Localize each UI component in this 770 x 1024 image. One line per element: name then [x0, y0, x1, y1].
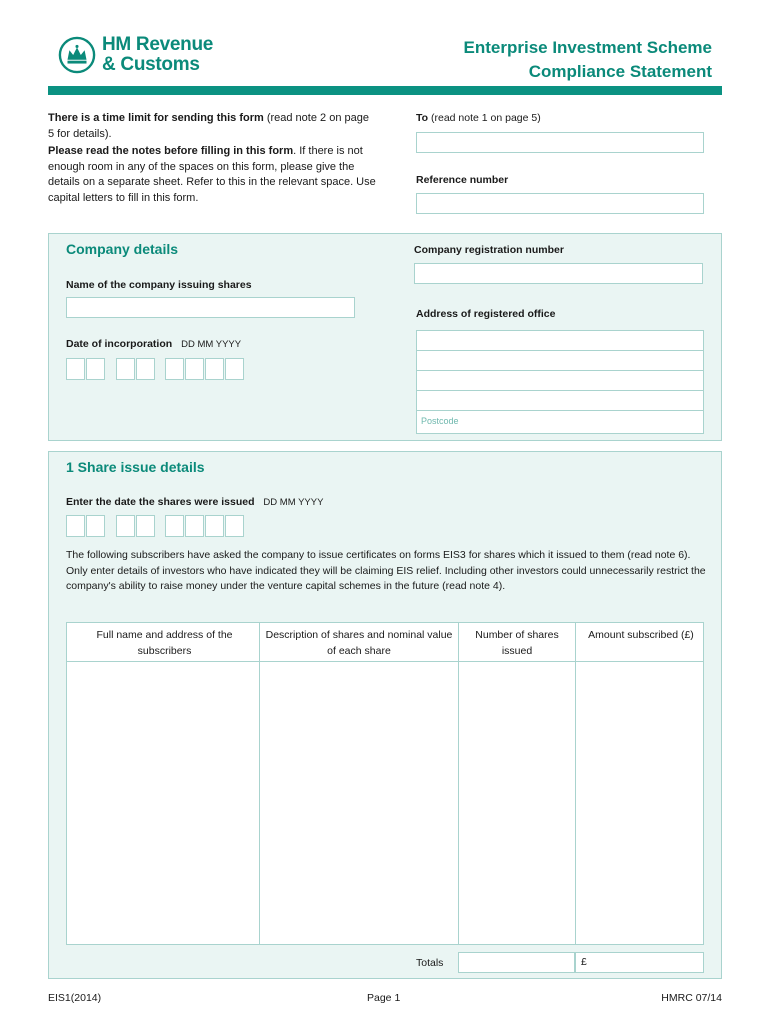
registered-address-label: Address of registered office: [416, 308, 556, 320]
title-line-2: Compliance Statement: [528, 62, 712, 81]
reference-label: Reference number: [416, 174, 509, 186]
logo-line-2: & Customs: [102, 54, 200, 75]
incorporation-date-hint: DD MM YYYY: [181, 339, 242, 350]
company-name-field[interactable]: [66, 297, 355, 318]
to-label-bold: To: [416, 112, 429, 124]
hmrc-logo: [58, 34, 238, 82]
date-year-2[interactable]: [185, 358, 204, 380]
column-header-description: Description of shares and nominal value of each share: [265, 629, 453, 657]
amount-cell[interactable]: [576, 662, 705, 944]
intro-paragraph-2: [48, 144, 378, 206]
reference-number-field[interactable]: [416, 193, 704, 214]
form-version: HMRC 07/14: [661, 992, 722, 1004]
intro-text: [48, 111, 378, 206]
intro-p1-bold: There is a time limit for sending this form: [48, 112, 264, 124]
date-year-1[interactable]: [165, 358, 184, 380]
page-title: [464, 36, 712, 84]
company-details-title: Company details: [66, 241, 179, 257]
subscribers-table: [66, 622, 704, 945]
date-year-3[interactable]: [205, 358, 224, 380]
column-header-number: Number of shares issued: [475, 629, 559, 657]
title-line-1: Enterprise Investment Scheme: [463, 38, 712, 57]
intro-p2-bold: Please read the notes before filling in this form: [48, 145, 294, 157]
logo-line-1: HM Revenue: [102, 34, 214, 55]
address-line-2[interactable]: [417, 351, 703, 371]
issue-year-1[interactable]: [165, 515, 184, 537]
registration-number-field[interactable]: [414, 263, 703, 284]
issue-month-2[interactable]: [136, 515, 155, 537]
share-issue-date-label-row: [66, 496, 323, 508]
registration-number-label: Company registration number: [414, 244, 564, 256]
share-issue-panel: [48, 451, 722, 979]
number-cell[interactable]: [459, 662, 575, 944]
totals-label: Totals: [416, 957, 444, 969]
address-line-1[interactable]: [417, 331, 703, 351]
address-line-4[interactable]: [417, 391, 703, 411]
crown-crest-icon: [58, 36, 96, 74]
company-name-label: Name of the company issuing shares: [66, 279, 252, 291]
share-issue-date-label: Enter the date the shares were issued: [66, 496, 255, 508]
intro-paragraph-1: [48, 111, 378, 142]
form-code: EIS1(2014): [48, 992, 102, 1004]
page-number: Page 1: [367, 992, 401, 1004]
issue-year-2[interactable]: [185, 515, 204, 537]
date-day-1[interactable]: [66, 358, 85, 380]
date-month-1[interactable]: [116, 358, 135, 380]
currency-symbol: £: [581, 956, 587, 968]
incorporation-date-label: Date of incorporation: [66, 338, 173, 350]
issue-year-3[interactable]: [205, 515, 224, 537]
registered-address-field[interactable]: [416, 330, 704, 434]
description-cell[interactable]: [260, 662, 458, 944]
company-details-panel: [48, 233, 722, 441]
incorporation-date-label-row: [66, 338, 241, 350]
issue-day-1[interactable]: [66, 515, 85, 537]
date-month-2[interactable]: [136, 358, 155, 380]
intro-p1-rest: (read note 2 on page 5 for details).: [48, 112, 369, 140]
postcode-field[interactable]: [417, 411, 703, 433]
column-header-subscribers: Full name and address of the subscribers: [96, 629, 233, 657]
header-rule: [48, 86, 722, 95]
totals-amount-field[interactable]: [575, 952, 704, 973]
to-field[interactable]: [416, 132, 704, 153]
subscribers-paragraph: The following subscribers have asked the company to issue certificates on forms EIS3 for shares which it issued to them (read note 6). Only enter details of investors who have indicated they will be claiming EIS relief. Including other investors could unnecessarily restrict the company's ability to raise money under the venture capital schemes in the future (read note 4).: [66, 549, 706, 592]
postcode-placeholder: Postcode: [421, 416, 459, 426]
issue-month-1[interactable]: [116, 515, 135, 537]
share-issue-date-hint: DD MM YYYY: [263, 497, 324, 508]
address-line-3[interactable]: [417, 371, 703, 391]
totals-number-field[interactable]: [458, 952, 575, 973]
intro-p2-rest: . If there is not enough room in any of the spaces on this form, please give the details on a separate sheet. Refer to this in the relevant space. Use capital letters to fill in this form.: [48, 145, 376, 204]
subscribers-cell[interactable]: [67, 662, 259, 944]
date-year-4[interactable]: [225, 358, 244, 380]
issue-year-4[interactable]: [225, 515, 244, 537]
issue-day-2[interactable]: [86, 515, 105, 537]
to-label: [416, 112, 541, 124]
column-header-amount: Amount subscribed (£): [588, 629, 694, 641]
to-note: (read note 1 on page 5): [428, 112, 541, 124]
incorporation-date-boxes: [66, 358, 246, 380]
share-issue-title: 1 Share issue details: [66, 459, 205, 475]
share-issue-date-boxes: [66, 515, 246, 537]
date-day-2[interactable]: [86, 358, 105, 380]
